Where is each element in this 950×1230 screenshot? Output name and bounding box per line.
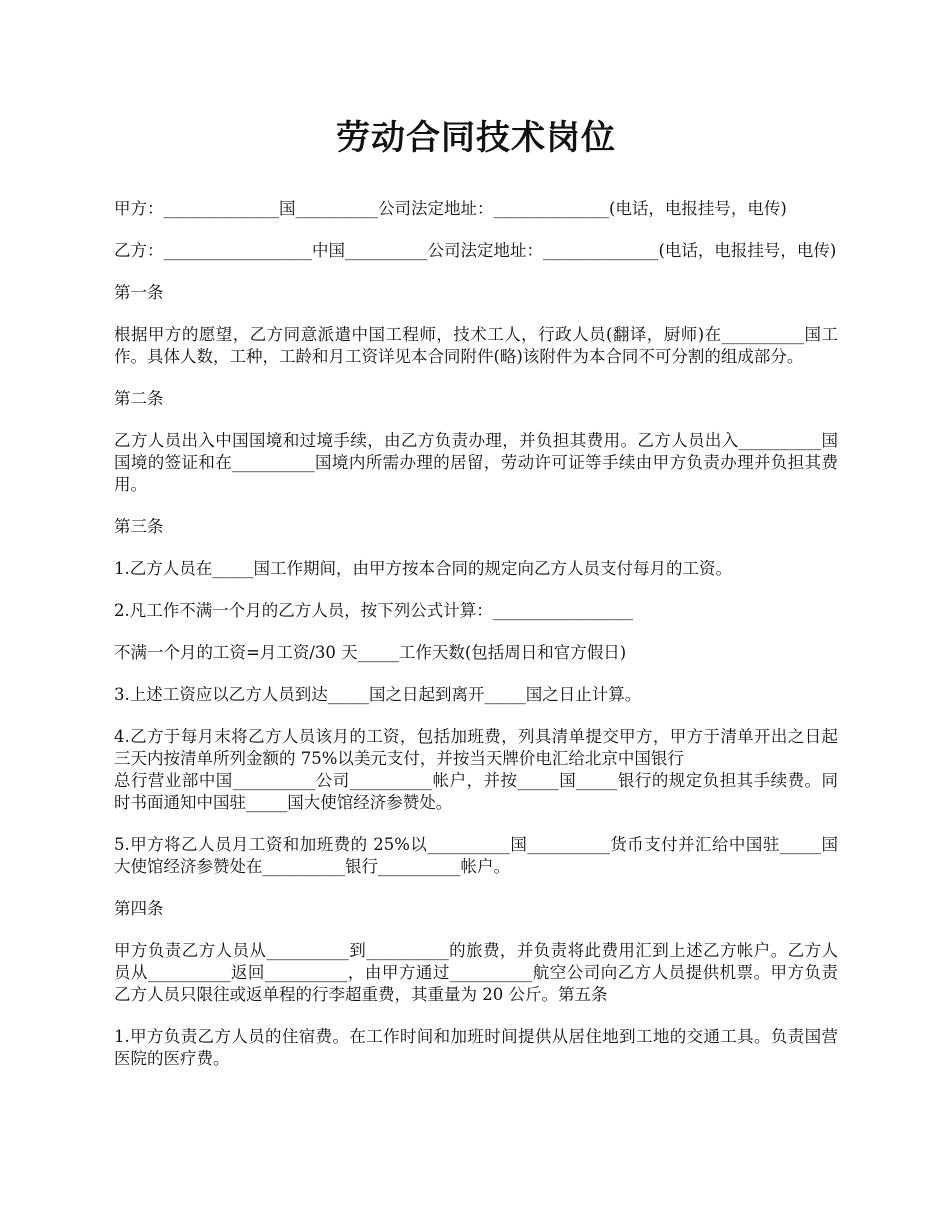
article-3-clause-2: 2.凡工作不满一个月的乙方人员，按下列公式计算：_________________ — [114, 601, 633, 620]
party-b-line: 乙方：__________________中国__________公司法定地址：______________(电话，电报挂号，电传) — [114, 241, 837, 260]
article-3-clause-5: 5.甲方将乙人员月工资和加班费的 25%以__________国__________货币支付并汇给中国驻_____国大使馆经济参赞处在__________银行__________帐户。 — [114, 835, 838, 876]
article-4-body: 甲方负责乙方人员从__________到__________的旅费，并负责将此费用汇到上述乙方帐户。乙方人员从__________返回__________，由甲方通过__________航空公司向乙方人员提供机票。甲方负责乙方人员只限往或返单程的行李超重费，其重量为 20 公斤。第五条 — [114, 941, 838, 1004]
article-3-clause-4: 4.乙方于每月末将乙方人员该月的工资，包括加班费，列具清单提交甲方，甲方于清单开出之日起三天内按清单所列金额的 75%以美元支付，并按当天牌价电汇给北京中国银行 总行营业部中国__________公司__________帐户，并按_____国_____银行的规定负担其手续费。同时书面通知中国驻_____国大使馆经济参赞处。 — [114, 727, 838, 812]
party-a-line: 甲方：______________国__________公司法定地址：______________(电话，电报挂号，电传) — [114, 199, 787, 218]
article-3-clause-3: 3.上述工资应以乙方人员到达_____国之日起到离开_____国之日止计算。 — [114, 685, 642, 704]
article-2-heading: 第二条 — [114, 389, 164, 408]
article-3-clause-1: 1.乙方人员在_____国工作期间，由甲方按本合同的规定向乙方人员支付每月的工资。 — [114, 559, 732, 578]
article-4-heading: 第四条 — [114, 899, 164, 918]
document-title: 劳动合同技术岗位 — [336, 118, 616, 158]
article-1-body: 根据甲方的愿望，乙方同意派遣中国工程师，技术工人，行政人员(翻译，厨师)在__________国工作。具体人数，工种，工龄和月工资详见本合同附件(略)该附件为本合同不可分割的组成部分。 — [114, 325, 838, 366]
article-3-heading: 第三条 — [114, 517, 164, 536]
article-3-formula: 不满一个月的工资=月工资/30 天_____工作天数(包括周日和官方假日) — [114, 643, 627, 662]
article-2-body: 乙方人员出入中国国境和过境手续，由乙方负责办理，并负担其费用。乙方人员出入__________国国境的签证和在__________国境内所需办理的居留，劳动许可证等手续由甲方负责办理并负担其费用。 — [114, 431, 838, 494]
article-5-clause-1: 1.甲方负责乙方人员的住宿费。在工作时间和加班时间提供从居住地到工地的交通工具。负责国营医院的医疗费。 — [114, 1027, 838, 1068]
article-1-heading: 第一条 — [114, 283, 164, 302]
